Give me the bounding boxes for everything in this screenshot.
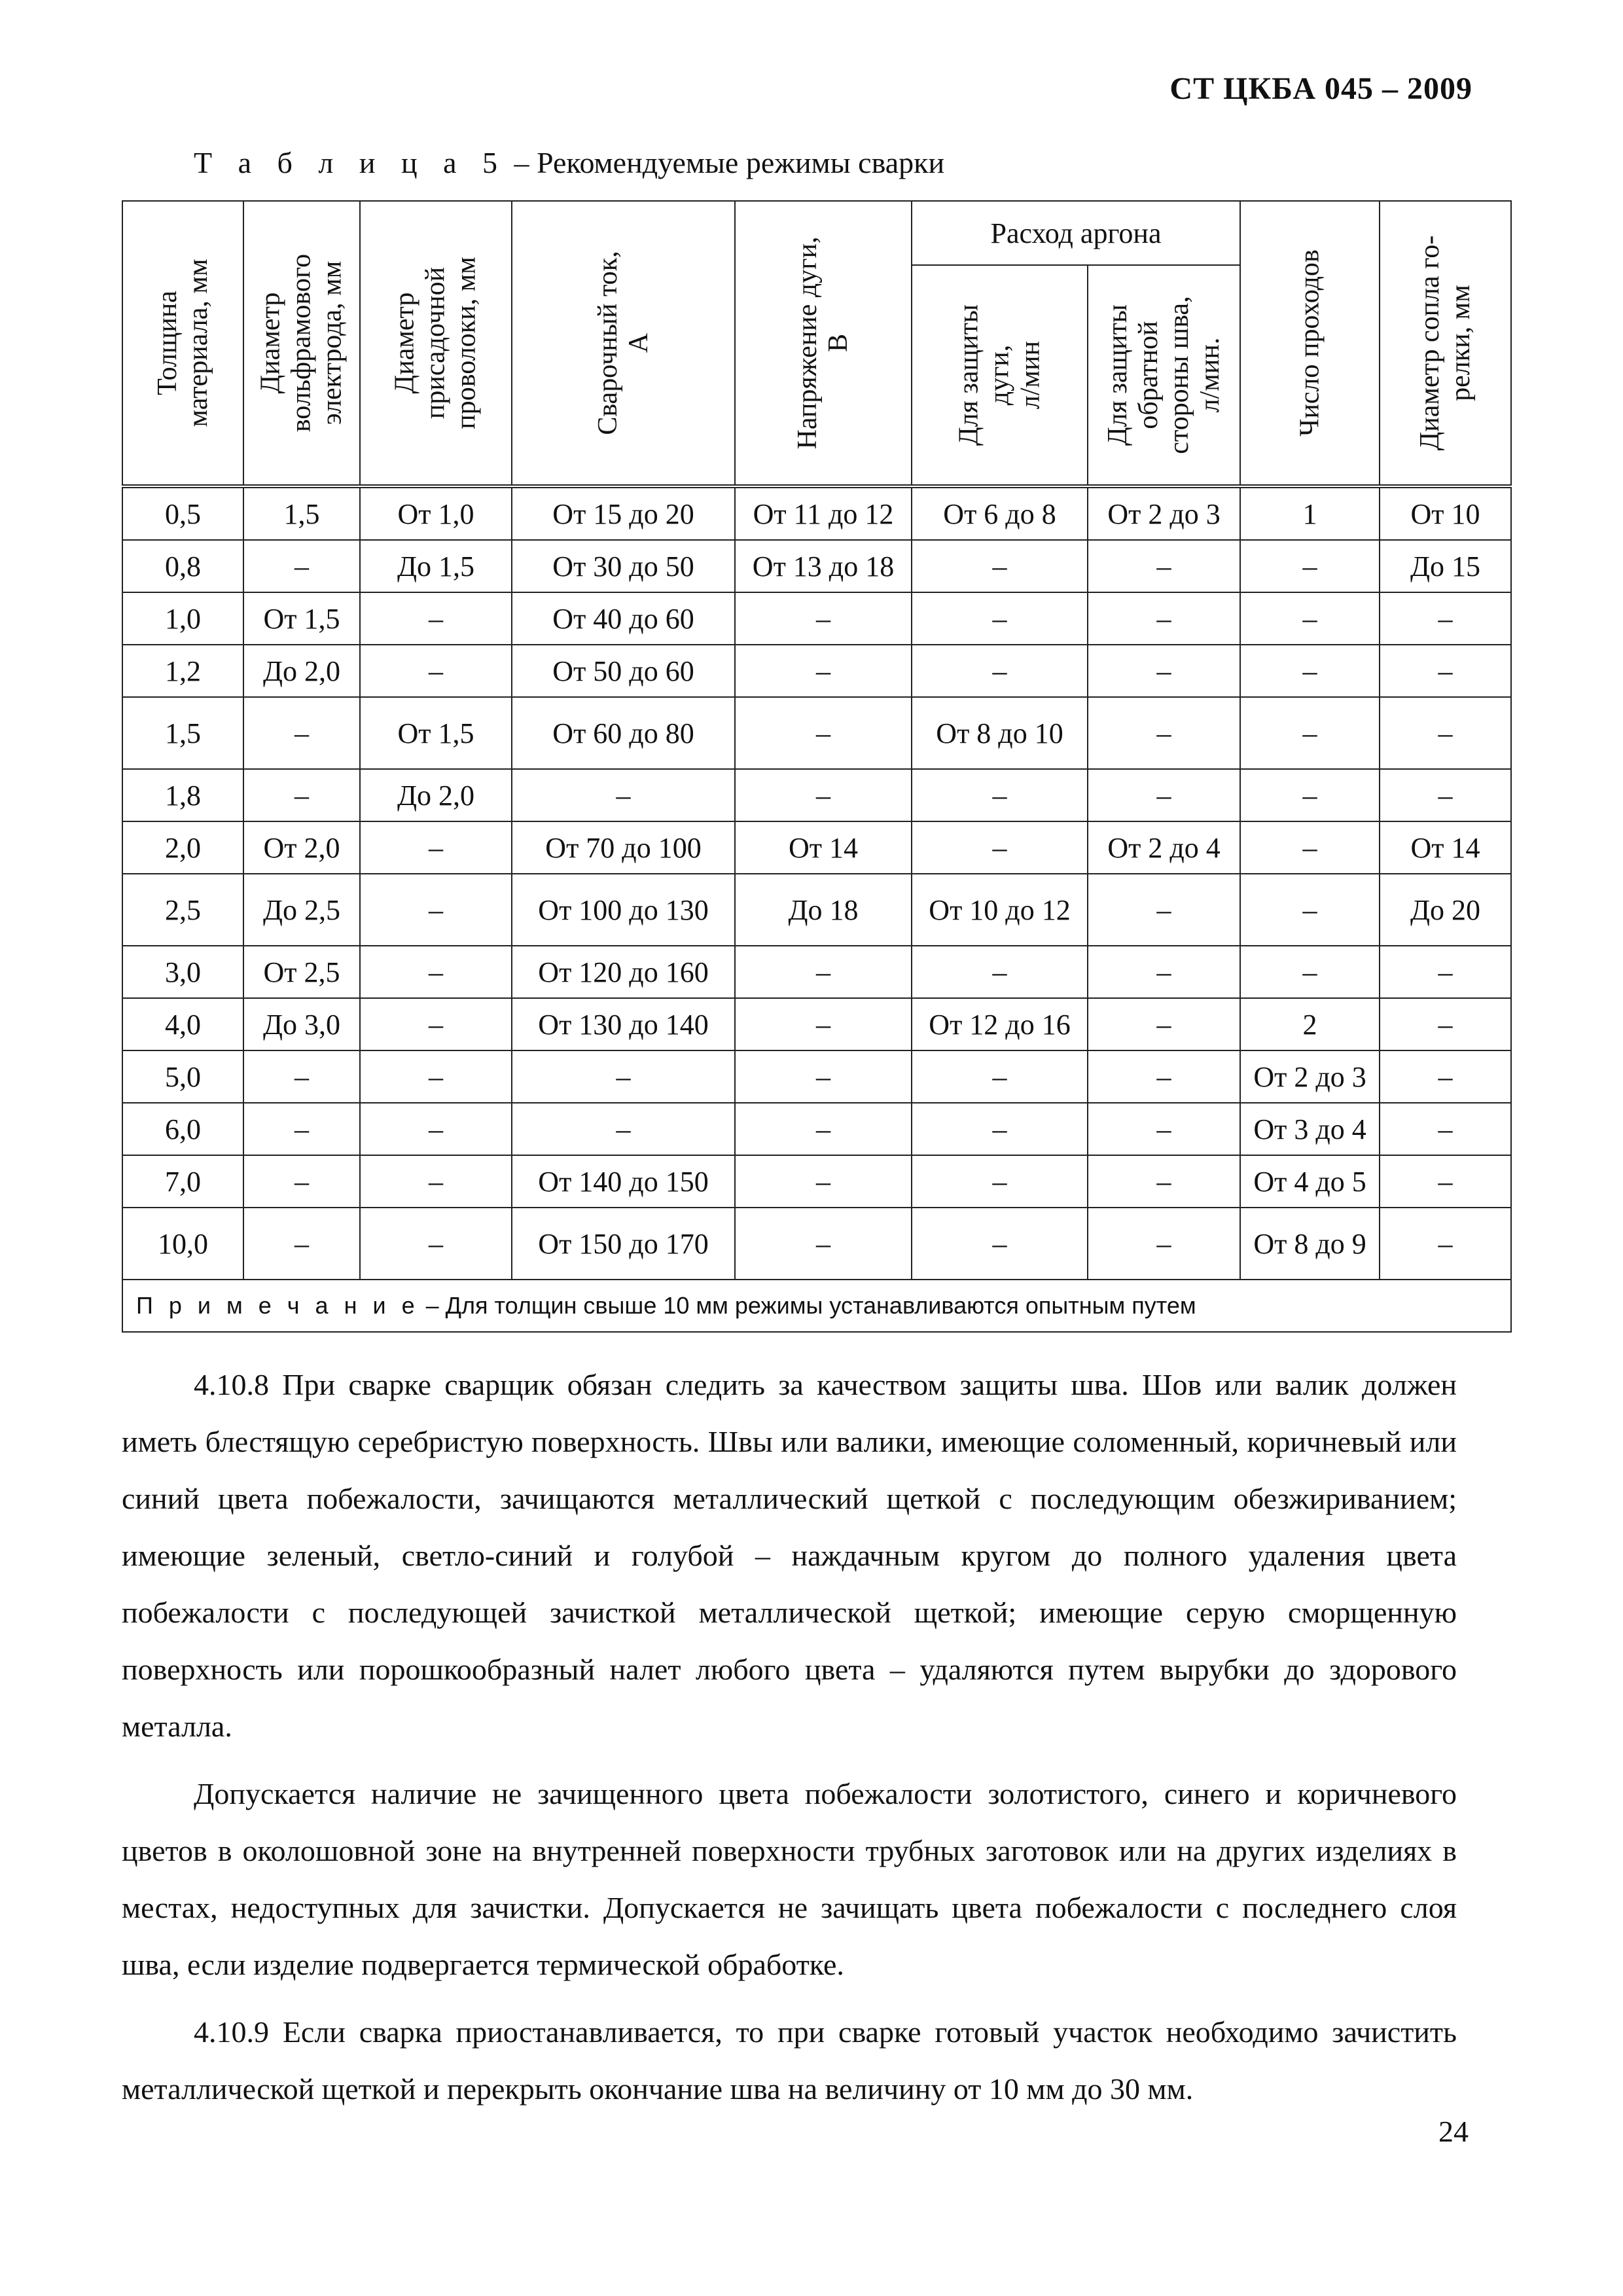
- table-cell: От 2 до 4: [1088, 821, 1240, 874]
- header-text-line: стороны шва,: [1164, 296, 1194, 454]
- paragraph-4-10-9: 4.10.9 Если сварка приостанавливается, то при сварке готовый участок необходимо зачистить металлической щеткой и перекрыть окончание шва на величину от 10 мм до 30 мм.: [122, 2015, 1457, 2106]
- page-number: 24: [1438, 2115, 1469, 2148]
- rotated-header-label: [592, 251, 654, 435]
- table-cell: –: [1240, 874, 1380, 946]
- table-cell: От 2,0: [243, 821, 360, 874]
- header-text-line: Диаметр: [389, 292, 420, 394]
- table-cell: –: [735, 1155, 912, 1208]
- table-cell: 7,0: [122, 1155, 243, 1208]
- rotated-header-label: [954, 304, 1046, 446]
- table-cell: От 10 до 12: [912, 874, 1088, 946]
- table-cell: –: [735, 946, 912, 998]
- table-cell: От 12 до 16: [912, 998, 1088, 1050]
- header-text-line: дуги,: [984, 344, 1014, 406]
- header-argon-arc: [912, 265, 1088, 486]
- rotated-header-label: [1414, 236, 1476, 451]
- rotated-header-label: [255, 254, 348, 432]
- table-cell: –: [1240, 769, 1380, 821]
- table-cell: 0,5: [122, 486, 243, 540]
- table-cell: –: [1088, 697, 1240, 769]
- header-thickness: [122, 201, 243, 486]
- table-cell: 1,2: [122, 645, 243, 697]
- table-cell: –: [512, 1050, 735, 1103]
- table-cell: –: [243, 697, 360, 769]
- header-nozzle-diameter: [1380, 201, 1511, 486]
- table-cell: –: [1240, 821, 1380, 874]
- table-cell: 1: [1240, 486, 1380, 540]
- table-cell: –: [1088, 1155, 1240, 1208]
- table-cell: До 18: [735, 874, 912, 946]
- table-cell: –: [360, 821, 512, 874]
- header-text-line: Толщина: [152, 291, 183, 395]
- table-cell: От 40 до 60: [512, 592, 735, 645]
- table-cell: –: [1088, 645, 1240, 697]
- table-cell: –: [735, 592, 912, 645]
- table-cell: –: [243, 1155, 360, 1208]
- table-row: [122, 1050, 1511, 1103]
- table-cell: 0,8: [122, 540, 243, 592]
- header-text-line: Сварочный ток,: [592, 251, 623, 435]
- table-cell: До 15: [1380, 540, 1511, 592]
- table-cell: –: [1088, 1103, 1240, 1155]
- table-cell: –: [1380, 998, 1511, 1050]
- table-cell: 2,0: [122, 821, 243, 874]
- table-row: [122, 645, 1511, 697]
- table-cell: –: [1380, 592, 1511, 645]
- table-cell: –: [912, 592, 1088, 645]
- table-cell: –: [1088, 1050, 1240, 1103]
- table-cell: От 50 до 60: [512, 645, 735, 697]
- table-cell: –: [1380, 769, 1511, 821]
- table-cell: 3,0: [122, 946, 243, 998]
- table-cell: –: [1088, 998, 1240, 1050]
- table-cell: 6,0: [122, 1103, 243, 1155]
- header-text-line: Число проходов: [1294, 249, 1325, 437]
- table-cell: –: [243, 540, 360, 592]
- table-cell: –: [735, 769, 912, 821]
- table-cell: До 3,0: [243, 998, 360, 1050]
- table-cell: –: [360, 1103, 512, 1155]
- table-cell: –: [1380, 1155, 1511, 1208]
- table-cell: От 11 до 12: [735, 486, 912, 540]
- table-cell: –: [1380, 946, 1511, 998]
- table-cell: –: [912, 946, 1088, 998]
- table-cell: –: [912, 821, 1088, 874]
- table-cell: –: [1088, 874, 1240, 946]
- table-row: [122, 1155, 1511, 1208]
- table-note-text: – Для толщин свыше 10 мм режимы устанавливаются опытным путем: [419, 1292, 1196, 1319]
- header-text-line: присадочной: [420, 266, 451, 420]
- table-cell: –: [1240, 592, 1380, 645]
- table-cell: –: [1088, 769, 1240, 821]
- document-code: СТ ЦКБА 045 – 2009: [1169, 71, 1472, 106]
- table-cell: –: [360, 998, 512, 1050]
- header-text-line: материала, мм: [183, 259, 213, 427]
- header-text-line: В: [823, 334, 853, 353]
- table-row: [122, 946, 1511, 998]
- header-welding-current: [512, 201, 735, 486]
- table-cell: От 1,5: [360, 697, 512, 769]
- table-cell: –: [735, 1050, 912, 1103]
- table-cell: От 130 до 140: [512, 998, 735, 1050]
- table-cell: –: [1088, 592, 1240, 645]
- table-cell: –: [1240, 645, 1380, 697]
- table-cell: –: [243, 1103, 360, 1155]
- table-cell: –: [360, 1050, 512, 1103]
- table-cell: До 2,5: [243, 874, 360, 946]
- table-row: [122, 486, 1511, 540]
- table-cell: –: [912, 1155, 1088, 1208]
- header-tungsten-diameter: [243, 201, 360, 486]
- table-cell: От 100 до 130: [512, 874, 735, 946]
- table-cell: 2: [1240, 998, 1380, 1050]
- table-cell: –: [1088, 946, 1240, 998]
- table-row: [122, 540, 1511, 592]
- table-cell: От 13 до 18: [735, 540, 912, 592]
- header-arc-voltage: [735, 201, 912, 486]
- rotated-header-label: [389, 257, 482, 429]
- table-cell: От 140 до 150: [512, 1155, 735, 1208]
- table-row: [122, 998, 1511, 1050]
- header-text-line: А: [623, 332, 654, 353]
- table-note-row: [122, 1280, 1511, 1332]
- table-cell: –: [912, 1208, 1088, 1280]
- table-cell: –: [912, 1050, 1088, 1103]
- rotated-header-label: [1294, 249, 1325, 437]
- table-cell: –: [360, 1155, 512, 1208]
- table-cell: –: [360, 946, 512, 998]
- table-cell: –: [1240, 540, 1380, 592]
- table-cell: –: [243, 1050, 360, 1103]
- header-text-line: л/мин: [1015, 340, 1046, 410]
- table-cell: От 3 до 4: [1240, 1103, 1380, 1155]
- header-text-line: Диаметр сопла го-: [1414, 235, 1445, 451]
- table-cell: –: [1380, 697, 1511, 769]
- table-cell: От 70 до 100: [512, 821, 735, 874]
- table-cell: –: [735, 645, 912, 697]
- table-cell: –: [912, 540, 1088, 592]
- table-row: [122, 592, 1511, 645]
- table-cell: –: [360, 1208, 512, 1280]
- table-cell: 1,5: [243, 486, 360, 540]
- table-cell: 10,0: [122, 1208, 243, 1280]
- table-cell: От 14: [735, 821, 912, 874]
- header-text-line: Для защиты: [953, 304, 984, 446]
- table-cell: От 2 до 3: [1240, 1050, 1380, 1103]
- table-cell: –: [1380, 1050, 1511, 1103]
- table-cell: –: [512, 769, 735, 821]
- table-cell: От 60 до 80: [512, 697, 735, 769]
- header-argon-flow: Расход аргона: [912, 201, 1240, 265]
- rotated-header-label: [152, 259, 213, 427]
- table-cell: 2,5: [122, 874, 243, 946]
- table-caption-text: – Рекомендуемые режимы сварки: [507, 146, 945, 179]
- table-cell: От 4 до 5: [1240, 1155, 1380, 1208]
- table-cell: До 20: [1380, 874, 1511, 946]
- table-cell: От 15 до 20: [512, 486, 735, 540]
- table-cell: 5,0: [122, 1050, 243, 1103]
- table-row: [122, 1103, 1511, 1155]
- table-cell: –: [735, 998, 912, 1050]
- header-text-line: Напряжение дуги,: [792, 236, 823, 450]
- table-cell: От 2 до 3: [1088, 486, 1240, 540]
- table-cell: –: [360, 592, 512, 645]
- header-filler-diameter: [360, 201, 512, 486]
- table-caption-label: Т а б л и ц а 5: [194, 146, 507, 179]
- table-cell: От 14: [1380, 821, 1511, 874]
- table-cell: –: [1088, 1208, 1240, 1280]
- table-cell: 1,8: [122, 769, 243, 821]
- table-cell: От 2,5: [243, 946, 360, 998]
- table-cell: –: [735, 1103, 912, 1155]
- table-note-label: П р и м е ч а н и е: [136, 1292, 419, 1319]
- header-text-line: проволоки, мм: [451, 257, 482, 429]
- table-cell: –: [243, 1208, 360, 1280]
- table-cell: От 6 до 8: [912, 486, 1088, 540]
- table-cell: –: [360, 645, 512, 697]
- header-argon-back: [1088, 265, 1240, 486]
- table-cell: –: [1088, 540, 1240, 592]
- header-text-line: Диаметр: [255, 292, 286, 394]
- table-cell: –: [1380, 1208, 1511, 1280]
- table-cell: –: [912, 645, 1088, 697]
- table-cell: –: [735, 697, 912, 769]
- table-note: [122, 1280, 1511, 1332]
- table-row: [122, 769, 1511, 821]
- table-cell: От 30 до 50: [512, 540, 735, 592]
- table-cell: От 150 до 170: [512, 1208, 735, 1280]
- table-cell: –: [512, 1103, 735, 1155]
- table-cell: –: [243, 769, 360, 821]
- table-cell: От 8 до 9: [1240, 1208, 1380, 1280]
- table-cell: От 10: [1380, 486, 1511, 540]
- header-text-line: обратной: [1133, 321, 1164, 429]
- table-cell: –: [1240, 946, 1380, 998]
- table-cell: –: [735, 1208, 912, 1280]
- rotated-header-label: [1102, 296, 1225, 454]
- table-row: [122, 1208, 1511, 1280]
- table-cell: 4,0: [122, 998, 243, 1050]
- table-cell: 1,5: [122, 697, 243, 769]
- table-cell: –: [1380, 1103, 1511, 1155]
- table-caption: [194, 145, 944, 180]
- table-cell: –: [1240, 697, 1380, 769]
- table-cell: От 1,0: [360, 486, 512, 540]
- table-cell: –: [912, 1103, 1088, 1155]
- welding-modes-table: [122, 200, 1512, 1333]
- header-passes: [1240, 201, 1380, 486]
- body-text: [122, 1356, 1457, 2128]
- header-text-line: вольфрамового: [286, 253, 317, 433]
- header-text-line: Для защиты: [1102, 304, 1133, 446]
- table-row: [122, 697, 1511, 769]
- table-row: [122, 821, 1511, 874]
- header-text-line: релки, мм: [1445, 285, 1476, 401]
- table-row: [122, 874, 1511, 946]
- table-cell: До 2,0: [243, 645, 360, 697]
- paragraph-tarnish-allowance: Допускается наличие не зачищенного цвета побежалости золотистого, синего и коричневого цветов в околошовной зоне на внутренней поверхности трубных заготовок или на других изделиях в местах, недоступных для зачистки. Допускается не зачищать цвета побежалости с последнего слоя шва, если изделие подвергается термической обработке.: [122, 1777, 1457, 1981]
- table-cell: От 120 до 160: [512, 946, 735, 998]
- table-cell: До 2,0: [360, 769, 512, 821]
- table-cell: –: [360, 874, 512, 946]
- rotated-header-label: [793, 237, 854, 450]
- table-cell: От 8 до 10: [912, 697, 1088, 769]
- table-cell: –: [912, 769, 1088, 821]
- table-cell: 1,0: [122, 592, 243, 645]
- table-cell: До 1,5: [360, 540, 512, 592]
- table-cell: От 1,5: [243, 592, 360, 645]
- header-text-line: л/мин.: [1194, 337, 1225, 413]
- paragraph-4-10-8: 4.10.8 При сварке сварщик обязан следить за качеством защиты шва. Шов или валик должен иметь блестящую серебристую поверхность. Швы или валики, имеющие соломенный, коричневый или синий цвета побежалости, зачищаются металлический щеткой с последующим обезжириванием; имеющие зеленый, светло-синий и голубой – наждачным кругом до полного удаления цвета побежалости с последующей зачисткой металлической щеткой; имеющие серую сморщенную поверхность или порошкообразный налет любого цвета – удаляются путем вырубки до здорового металла.: [122, 1368, 1457, 1743]
- header-text-line: электрода, мм: [317, 260, 348, 425]
- table-cell: –: [1380, 645, 1511, 697]
